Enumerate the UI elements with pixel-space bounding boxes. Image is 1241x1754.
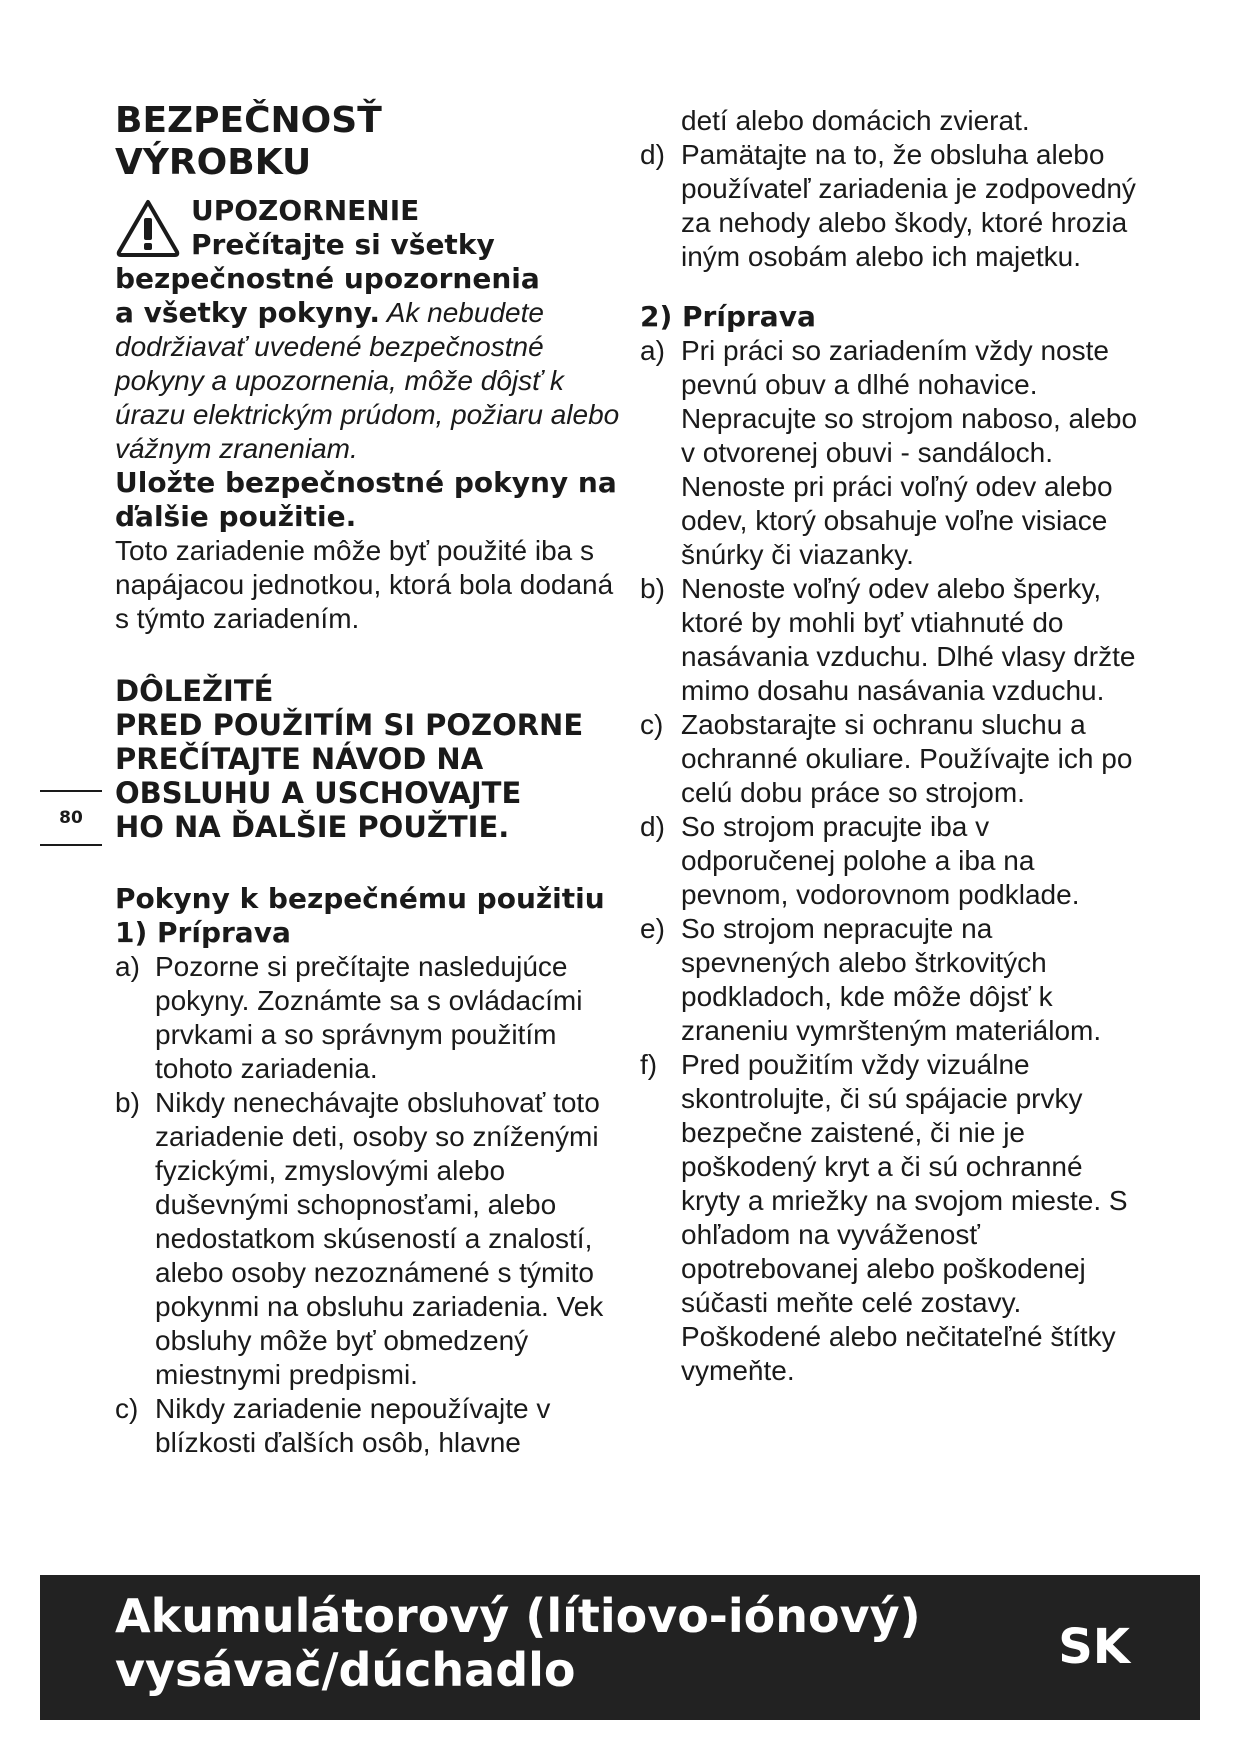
right-column	[640, 104, 1140, 1388]
warning-block	[115, 194, 620, 636]
list-item-label: d)	[640, 139, 665, 170]
product-title-line1: Akumulátorový (lítiovo-iónový)	[115, 1589, 921, 1643]
language-code: SK	[1058, 1619, 1130, 1675]
warning-label: UPOZORNENIE	[191, 194, 420, 227]
list-item	[640, 334, 1140, 572]
safe-use-heading: Pokyny k bezpečnému použitiu	[115, 882, 605, 915]
list-item-label: c)	[115, 1393, 139, 1424]
list-item-text: So strojom pracujte iba v odporučenej polohe a iba na pevnom, vodorovnom podklade.	[681, 811, 1080, 910]
section2-heading: 2) Príprava	[640, 300, 816, 333]
important-line: PREČÍTAJTE NÁVOD NA	[115, 742, 484, 776]
warning-line2: Prečítajte si všetky	[191, 228, 495, 261]
product-title	[115, 1589, 1015, 1697]
section1-heading: 1) Príprava	[115, 916, 291, 949]
list-item	[640, 138, 1140, 274]
list-item	[640, 810, 1140, 912]
warning-line4-italic: Ak nebudete	[379, 297, 544, 328]
page-number: 80	[40, 790, 102, 846]
important-line: HO NA ĎALŠIE POUŽTIE.	[115, 810, 510, 844]
list-item	[640, 708, 1140, 810]
section-title	[115, 100, 620, 184]
footer-band	[40, 1575, 1200, 1720]
list-item-label: e)	[640, 913, 665, 944]
important-line: PRED POUŽITÍM SI POZORNE	[115, 708, 584, 742]
important-line: OBSLUHU A USCHOVAJTE	[115, 776, 522, 810]
list-item-label: b)	[115, 1087, 140, 1118]
important-notice	[115, 674, 620, 844]
list-item-text: Pamätajte na to, že obsluha alebo používateľ zariadenia je zodpovedný za nehody alebo škody, ktoré hrozia iným osobám alebo ich majetku.	[681, 139, 1136, 272]
list-item-text: Pri práci so zariadením vždy noste pevnú obuv a dlhé nohavice. Nepracujte so strojom naboso, alebo v otvorenej obuvi - sandáloch. Nenoste pri práci voľný odev alebo odev, ktorý obsahuje voľne visiace šnúrky či viazanky.	[681, 335, 1138, 570]
list-item-text: So strojom nepracujte na spevnených alebo štrkovitých podkladoch, kde môže dôjsť k zraneniu vymršteným materiálom.	[681, 913, 1102, 1046]
warning-italic-text: dodržiavať uvedené bezpečnostné pokyny a upozornenia, môže dôjsť k úrazu elektrickým prúdom, požiaru alebo vážnym zraneniam.	[115, 331, 620, 464]
list-item	[115, 1086, 620, 1392]
list-item	[115, 1392, 620, 1460]
list-item-label: a)	[640, 335, 665, 366]
list-item-text: Zaobstarajte si ochranu sluchu a ochranné okuliare. Používajte ich po celú dobu práce so strojom.	[681, 709, 1133, 808]
section-title-line1: BEZPEČNOSŤ	[115, 100, 382, 141]
list-item-text: Pozorne si prečítajte nasledujúce pokyny. Zoznámte sa s ovládacími prvkami a so správnym použitím tohoto zariadenia.	[155, 951, 583, 1084]
list-item-text: Nenoste voľný odev alebo šperky, ktoré by mohli byť vtiahnuté do nasávania vzduchu. Dlhé vlasy držte mimo dosahu nasávania vzduchu.	[681, 573, 1136, 706]
list-item	[640, 1048, 1140, 1388]
power-unit-note: Toto zariadenie môže byť použité iba s napájacou jednotkou, ktorá bola dodaná s týmto zariadením.	[115, 535, 614, 634]
list-item-label: c)	[640, 709, 664, 740]
product-title-line2: vysávač/dúchadlo	[115, 1643, 576, 1697]
continuation-text: detí alebo domácich zvierat.	[681, 105, 1030, 136]
important-line: DÔLEŽITÉ	[115, 674, 274, 708]
list-item-label: a)	[115, 951, 140, 982]
list-item-text: Nikdy nenechávajte obsluhovať toto zariadenie deti, osoby so zníženými fyzickými, zmyslovými alebo duševnými schopnosťami, alebo nedostatkom skúseností a znalostí, alebo osoby nezoznámené s týmito pokynmi na obsluhu zariadenia. Vek obsluhy môže byť obmedzený miestnymi predpismi.	[155, 1087, 604, 1390]
list-item-text: Pred použitím vždy vizuálne skontrolujte, či sú spájacie prvky bezpečne zaistené, či nie je poškodený kryt a či sú ochranné kryty a mriežky na svojom mieste. S ohľadom na vyváženosť opotrebovanej alebo poškodenej súčasti meňte celé zostavy. Poškodené alebo nečitateľné štítky vymeňte.	[681, 1049, 1128, 1386]
warning-line4-bold: a všetky pokyny.	[115, 296, 380, 329]
list-item-label: d)	[640, 811, 665, 842]
warning-triangle-icon	[115, 198, 181, 258]
list-item	[115, 950, 620, 1086]
section-title-line2: VÝROBKU	[115, 142, 312, 183]
list-item	[640, 572, 1140, 708]
list-item-label: f)	[640, 1049, 658, 1080]
section2-list	[640, 334, 1140, 1388]
left-column	[115, 100, 620, 1460]
save-instructions: Uložte bezpečnostné pokyny na ďalšie použitie.	[115, 466, 617, 533]
list-item-text: Nikdy zariadenie nepoužívajte v blízkosti ďalších osôb, hlavne	[155, 1393, 551, 1458]
section1-list	[115, 950, 620, 1460]
list-item	[640, 912, 1140, 1048]
warning-line3: bezpečnostné upozornenia	[115, 262, 540, 295]
list-item-label: b)	[640, 573, 665, 604]
